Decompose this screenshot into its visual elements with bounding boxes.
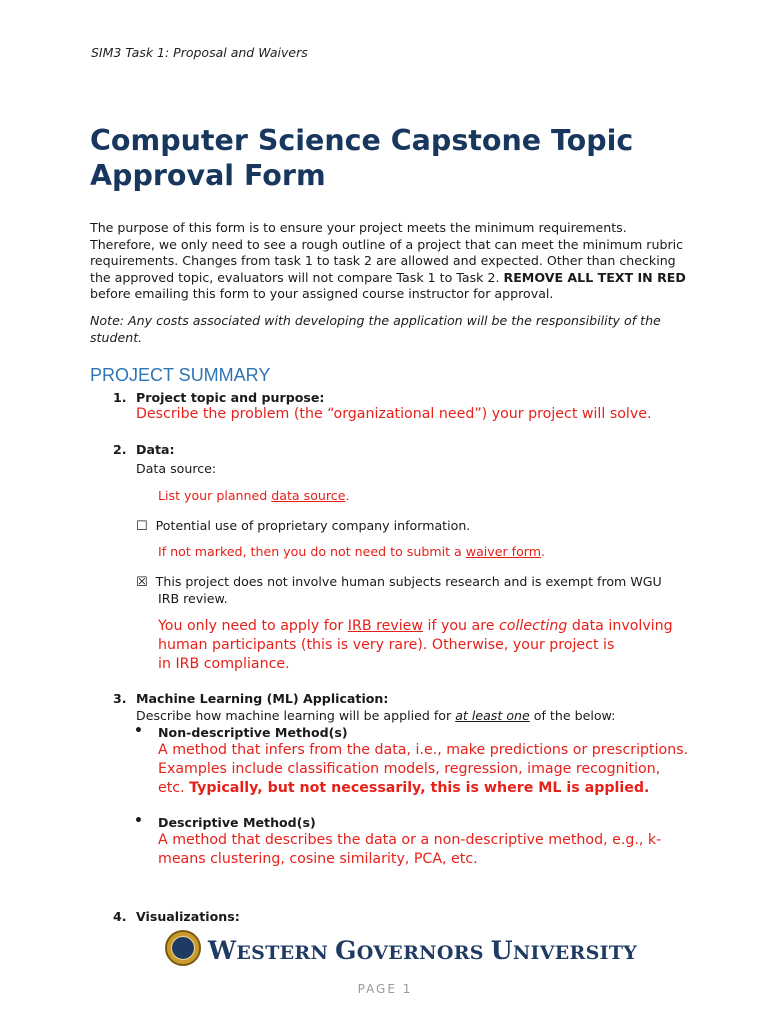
item-3-number: 3. (113, 691, 127, 706)
proprietary-label: Potential use of proprietary company information. (155, 518, 471, 533)
descriptive-line2: means clustering, cosine similarity, PCA, etc. (158, 851, 478, 867)
nondescriptive-label: Non-descriptive Method(s) (158, 725, 348, 740)
irb-note-line2: human participants (this is very rare). Otherwise, your project is (158, 637, 615, 653)
waiver-instruction (158, 544, 545, 559)
proprietary-row (136, 518, 470, 534)
irb-note-line1-end: data involving (571, 618, 673, 634)
item-3-label: Machine Learning (ML) Application: (136, 691, 389, 706)
irb-label-line2: IRB review. (158, 591, 228, 606)
intro-bold-instruction: REMOVE ALL TEXT IN RED (503, 269, 686, 285)
item-4-number: 4. (113, 909, 127, 924)
irb-note-line1 (158, 617, 673, 637)
item-1-number: 1. (113, 390, 127, 405)
bullet-icon: • (134, 813, 143, 829)
proprietary-checkbox[interactable]: ☐ (136, 519, 148, 534)
irb-note-text: You only need to apply for (158, 618, 344, 634)
nondescriptive-line3 (158, 779, 649, 799)
item-2-label: Data: (136, 442, 175, 457)
item-2-number: 2. (113, 442, 127, 457)
item-1-instruction: Describe the problem (the “organizational need”) your project will solve. (136, 406, 652, 422)
irb-row (136, 574, 662, 590)
data-source-instruction (158, 488, 350, 503)
wgu-seal-icon (165, 930, 201, 966)
page-number: PAGE 1 (357, 982, 413, 996)
ml-desc-end: of the below: (533, 708, 616, 723)
irb-review-link[interactable]: IRB review (347, 618, 423, 634)
irb-note-mid: if you are (427, 618, 495, 634)
ml-desc-text: Describe how machine learning will be applied for (136, 708, 452, 723)
data-source-link[interactable]: data source (271, 488, 346, 503)
irb-note-emphasis: collecting (499, 618, 568, 634)
nondescriptive-line3-bold: Typically, but not necessarily, this is where ML is applied. (189, 780, 650, 796)
running-header: SIM3 Task 1: Proposal and Waivers (91, 45, 308, 60)
nondescriptive-line1: A method that infers from the data, i.e., make predictions or prescriptions. (158, 742, 689, 758)
ml-desc-underline: at least one (455, 708, 530, 723)
intro-paragraph (90, 220, 690, 303)
waiver-text: If not marked, then you do not need to submit a (158, 544, 462, 559)
data-source-text: List your planned (158, 488, 268, 503)
item-1-label: Project topic and purpose: (136, 390, 325, 405)
descriptive-label: Descriptive Method(s) (158, 815, 316, 830)
intro-text-end: before emailing this form to your assigned course instructor for approval. (90, 286, 554, 301)
page-title: Computer Science Capstone Topic Approval Form (90, 124, 634, 192)
irb-checkbox[interactable]: ☒ (136, 575, 148, 590)
data-source-period: . (345, 488, 350, 503)
irb-note-line3: in IRB compliance. (158, 656, 290, 672)
data-source-label: Data source: (136, 461, 217, 476)
irb-label-line1: This project does not involve human subjects research and is exempt from WGU (155, 574, 662, 589)
waiver-form-link[interactable]: waiver form (465, 544, 542, 559)
wgu-logo (165, 930, 638, 970)
item-4-label: Visualizations: (136, 909, 240, 924)
bullet-icon: • (134, 723, 143, 739)
waiver-period: . (541, 544, 546, 559)
nondescriptive-line3-text: etc. (158, 780, 185, 796)
descriptive-line1: A method that describes the data or a non-descriptive method, e.g., k- (158, 832, 662, 848)
intro-text: The purpose of this form is to ensure your project meets the minimum requirements. Therefore, we only need to see a rough outline of a project that can meet the minimum rubric requirements. Changes from task 1 to task 2 are allowed and expected. Other than checking the approved topic, evaluators will not compare Task 1 to Task 2. (90, 220, 684, 285)
section-heading: PROJECT SUMMARY (90, 365, 271, 385)
nondescriptive-line2: Examples include classification models, regression, image recognition, (158, 761, 661, 777)
ml-description (136, 708, 615, 723)
wgu-wordmark: WESTERN GOVERNORS UNIVERSITY (208, 936, 638, 965)
cost-note: Note: Any costs associated with developing the application will be the responsibility of the student. (90, 313, 661, 345)
